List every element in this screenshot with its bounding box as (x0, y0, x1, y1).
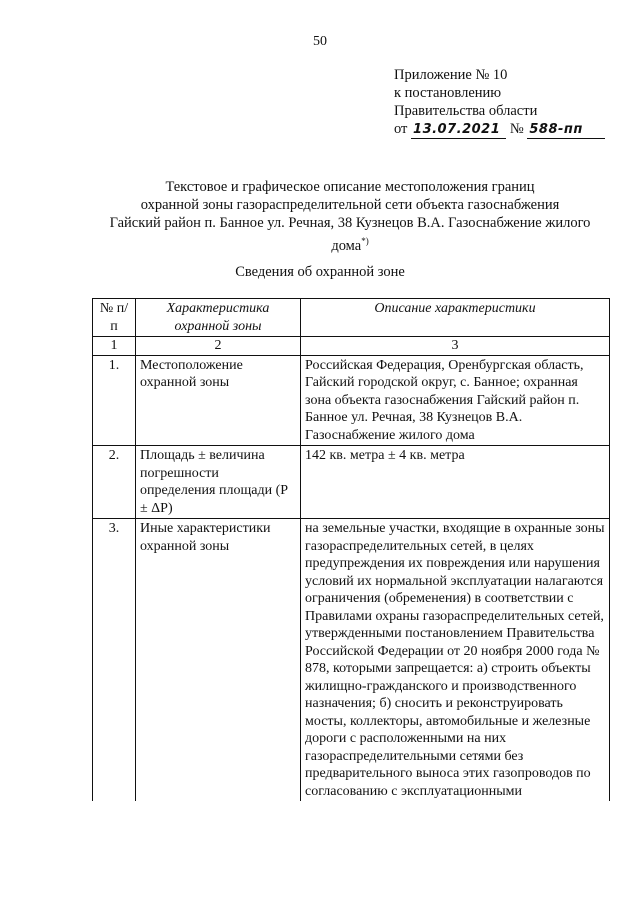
row-characteristic: Площадь ± величина погрешности определения площади (P ± ΔP) (136, 446, 301, 519)
index-cell: 2 (136, 337, 301, 356)
title-line-last (60, 232, 640, 255)
table-row (93, 519, 610, 802)
appendix-line: Приложение № 10 (394, 67, 508, 83)
row-characteristic: Местоположение охранной зоны (136, 355, 301, 446)
header-characteristic: Характеристика охранной зоны (136, 299, 301, 337)
document-title (60, 178, 640, 255)
appendix-date-line (394, 120, 605, 139)
title-line: Гайский район п. Банное ул. Речная, 38 Кузнецов В.А. Газоснабжение жилого (109, 215, 591, 231)
title-line: охранной зоны газораспределительной сети объекта газоснабжения (140, 197, 560, 213)
appendix-block (394, 66, 605, 139)
row-description: на земельные участки, входящие в охранные зоны газораспределительных сетей, в целях предупреждения их повреждения или нарушения условий их нормальной эксплуатации налагаются ограничения (обременения) в соответствии с Правилами охраны газораспределительных сетей, утвержденными постановлением Правительства Российской Федерации от 20 ноября 2000 года № 878, которыми запрещается: а) строить объекты жилищно-гражданского и производственного назначения; б) сносить и реконструировать мосты, коллекторы, автомобильные и железные дороги с расположенными на них газораспределительными сетями без предварительного выноса этих газопроводов по согласованию с эксплуатационными (301, 519, 610, 802)
row-description: 142 кв. метра ± 4 кв. метра (301, 446, 610, 519)
row-description: Российская Федерация, Оренбургская область, Гайский городской округ, с. Банное; охранная зона объекта газоснабжения Гайский район п. Банное ул. Речная, 38 Кузнецов В.А. Газоснабжение жилого дома (301, 355, 610, 446)
header-num: № п/п (93, 299, 136, 337)
table-index-row (93, 337, 610, 356)
date-prefix: от (394, 121, 408, 137)
section-title: Сведения об охранной зоне (235, 264, 405, 280)
table-row (93, 355, 610, 446)
row-characteristic: Иные характеристики охранной зоны (136, 519, 301, 802)
header-description: Описание характеристики (301, 299, 610, 337)
row-num: 2. (93, 446, 136, 519)
title-line: Текстовое и графическое описание местоположения границ (165, 179, 535, 195)
appendix-line: к постановлению (394, 85, 502, 101)
index-cell: 3 (301, 337, 610, 356)
row-num: 3. (93, 519, 136, 802)
table-header-row (93, 299, 610, 337)
handwritten-date: 13.07.2021 (411, 122, 506, 139)
footnote-mark: *) (361, 236, 369, 246)
protection-zone-table (92, 298, 610, 801)
number-prefix: № (509, 121, 524, 137)
page-number: 50 (313, 34, 327, 49)
appendix-line: Правительства области (394, 103, 538, 119)
handwritten-number: 588-пп (527, 122, 605, 139)
index-cell: 1 (93, 337, 136, 356)
title-line: дома (331, 237, 362, 254)
row-num: 1. (93, 355, 136, 446)
table-row (93, 446, 610, 519)
